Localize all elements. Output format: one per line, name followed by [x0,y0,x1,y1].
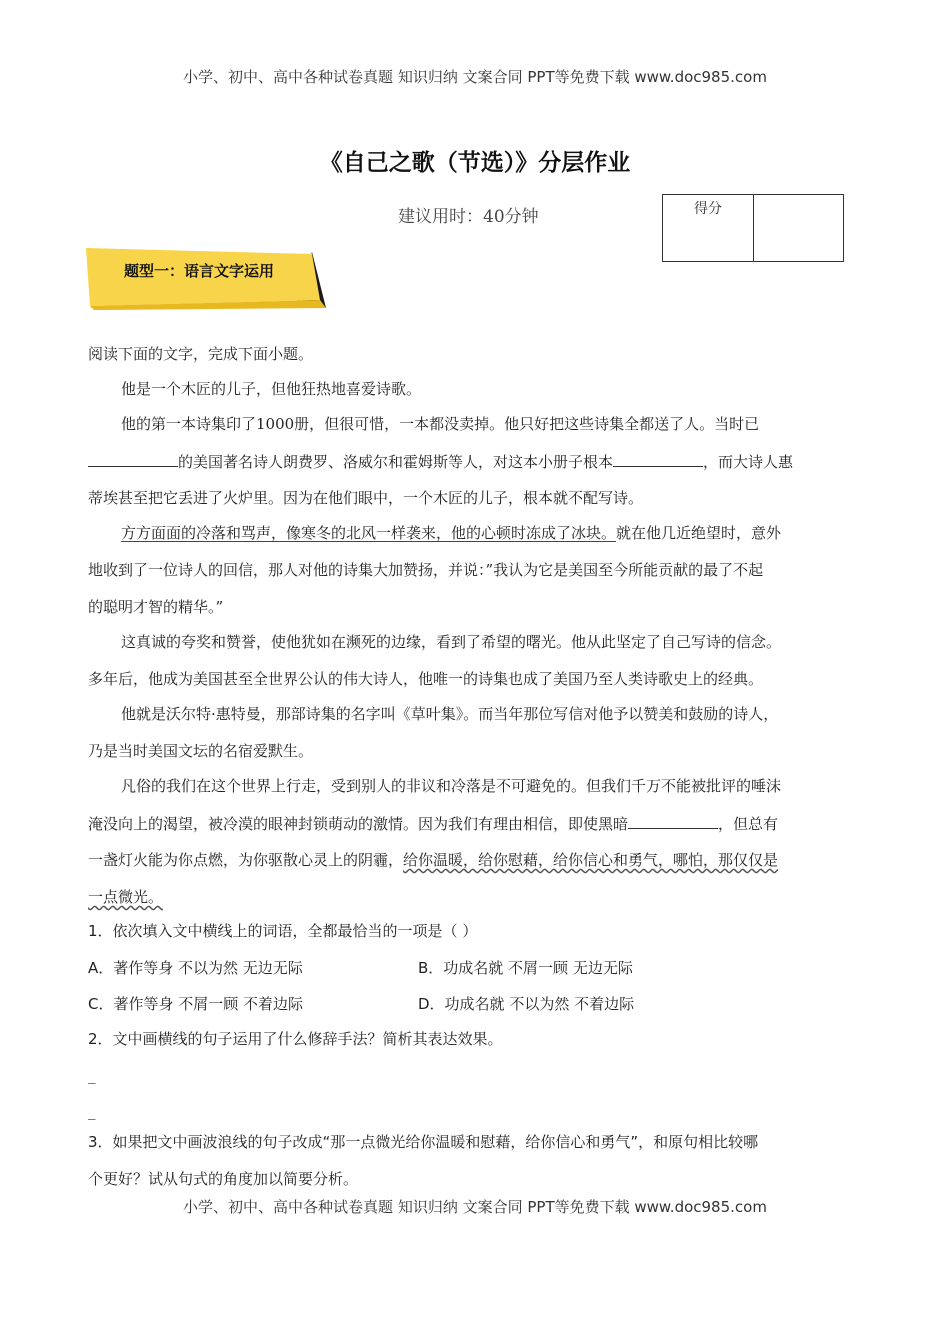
question-2: 2．文中画横线的句子运用了什么修辞手法？简析其表达效果。 [88,1030,503,1048]
passage-line: 方方面面的冷落和骂声，像寒冬的北风一样袭来，他的心顿时冻成了冰块。就在他几近绝望时，意外 [121,524,782,542]
option-b: B．功成名就 不屑一顾 无边无际 [418,959,633,977]
wavy-sentence-end: 一点微光。 [88,888,164,906]
instruction-text: 阅读下面的文字，完成下面小题。 [88,345,314,363]
fill-blank-1 [88,450,178,467]
passage-line: 的聪明才智的精华。” [88,598,224,616]
passage-line: 地收到了一位诗人的回信，那人对他的诗集大加赞扬，并说：”我认为它是美国至今所能贡献的最了不起 [88,561,764,579]
passage-line: 他的第一本诗集印了1000册，但很可惜，一本都没卖掉。他只好把这些诗集全都送了人。当时已 [121,415,760,433]
question-1: 1．依次填入文中横线上的词语，全都最恰当的一项是（ ） [88,922,478,940]
page-footer: 小学、初中、高中各种试卷真题 知识归纳 文案合同 PPT等免费下载 www.doc985.com [183,1198,767,1216]
passage-line: 凡俗的我们在这个世界上行走，受到别人的非议和冷落是不可避免的。但我们千万不能被批评的唾沫 [121,777,782,795]
passage-line: 淹没向上的渴望，被冷漠的眼神封锁萌动的激情。因为我们有理由相信，即使黑暗 ，但总有 [88,812,778,834]
option-a: A．著作等身 不以为然 无边无际 [88,959,303,977]
passage-line: 多年后，他成为美国甚至全世界公认的伟大诗人，他唯一的诗集也成了美国乃至人类诗歌史上的经典。 [88,670,764,688]
section-banner [86,248,326,310]
passage-line: 这真诚的夸奖和赞誉，使他犹如在濒死的边缘，看到了希望的曙光。他从此坚定了自己写诗的信念。 [121,633,782,651]
passage-line: 的美国著名诗人朗费罗、洛威尔和霍姆斯等人，对这本小册子根本 ，而大诗人惠 [88,450,793,472]
option-c: C．著作等身 不屑一顾 不着边际 [88,995,304,1013]
score-box [662,194,844,262]
wavy-sentence: 给你温暖，给你慰藉，给你信心和勇气，哪怕，那仅仅是 [403,851,779,869]
passage-line: 蒂埃甚至把它丢进了火炉里。因为在他们眼中，一个木匠的儿子，根本就不配写诗。 [88,489,644,507]
passage-line: 一盏灯火能为你点燃，为你驱散心灵上的阴霾，给你温暖，给你慰藉，给你信心和勇气，哪怕，那仅仅是 [88,851,779,869]
fill-blank-3 [628,812,718,829]
section-label: 题型一：语言文字运用 [124,262,275,280]
score-label: 得分 [694,201,722,217]
question-3: 3．如果把文中画波浪线的句子改成“那一点微光给你温暖和慰藉，给你信心和勇气”，和原句相比较哪 [88,1133,759,1151]
suggested-time: 建议用时：40分钟 [398,207,539,227]
passage-line: 他就是沃尔特·惠特曼，那部诗集的名字叫《草叶集》。而当年那位写信对他予以赞美和鼓励的诗人， [121,705,779,723]
page-title: 《自己之歌（节选）》分层作业 [319,150,631,176]
question-3-cont: 个更好？试从句式的角度加以简要分析。 [88,1170,359,1188]
passage-line: 他是一个木匠的儿子，但他狂热地喜爱诗歌。 [121,380,422,398]
passage-line [88,886,163,907]
passage-line: 乃是当时美国文坛的名宿爱默生。 [88,742,314,760]
answer-line: _ [88,1102,96,1120]
answer-line: _ [88,1066,96,1084]
fill-blank-2 [613,450,703,467]
option-d: D．功成名就 不以为然 不着边际 [418,995,635,1013]
underlined-sentence: 方方面面的冷落和骂声，像寒冬的北风一样袭来，他的心顿时冻成了冰块。 [121,524,617,542]
page-header: 小学、初中、高中各种试卷真题 知识归纳 文案合同 PPT等免费下载 www.doc985.com [183,68,767,86]
score-divider [753,195,754,261]
